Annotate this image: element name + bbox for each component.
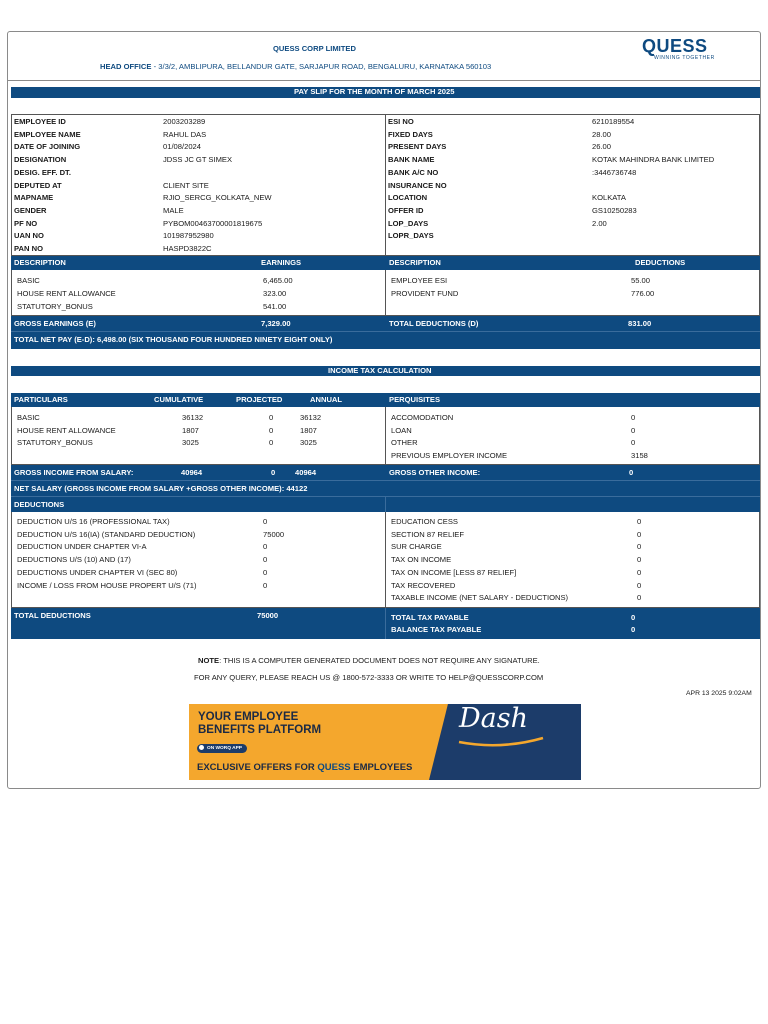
employee-field-value: RAHUL DAS [163,129,207,139]
perquisite-value: 3158 [631,450,648,460]
slip-title: PAY SLIP FOR THE MONTH OF MARCH 2025 [294,87,455,96]
banner-headline [198,711,321,737]
deduction-label: EMPLOYEE ESI [391,276,448,285]
employee-field-value: 2.00 [592,218,607,228]
particular-projected: 0 [269,425,274,435]
head-office-address: HEAD OFFICE - 3/3/2, AMBLIPURA, BELLANDUR GATE, SARJAPUR ROAD, BENGALURU, KARNATAKA 560103 [100,62,492,71]
particular-cumulative: 36132 [182,413,204,422]
total-tax-payable-label: TOTAL TAX PAYABLE [391,613,469,622]
employee-field-label: LOPR_DAYS [388,231,434,241]
tax-deduction-value: 0 [263,542,268,552]
earnings-header-band [11,256,760,270]
particular-annual: 36132 [300,413,322,422]
note-line: NOTE: THIS IS A COMPUTER GENERATED DOCUMENT DOES NOT REQUIRE ANY SIGNATURE. [198,656,540,665]
employee-field-label: DATE OF JOINING [14,142,81,152]
earning-value: 6,465.00 [263,276,293,285]
total-tax-deductions-value: 75000 [257,611,279,620]
header-divider [7,80,761,81]
total-tax-payable-value: 0 [631,613,636,622]
gross-income-label: GROSS INCOME FROM SALARY: [14,468,134,477]
total-deductions-value: 831.00 [628,319,652,328]
net-salary: NET SALARY (GROSS INCOME FROM SALARY +GROSS OTHER INCOME): 44122 [14,484,308,493]
tax-deduction-value: 0 [263,555,268,565]
tax-deduction-label: DEDUCTIONS U/S (10) AND (17) [17,555,131,565]
cumulative-header: CUMULATIVE [154,395,204,404]
tax-deduction-label: DEDUCTION UNDER CHAPTER VI-A [17,542,147,552]
slip-title-band [11,87,760,98]
total-deductions-label: TOTAL DEDUCTIONS (D) [389,319,479,328]
gross-band-divider-1 [11,480,760,481]
particular-projected: 0 [269,413,274,422]
employee-field-value: KOLKATA [592,193,626,203]
employee-field-label: GENDER [14,205,47,215]
particulars-header-band [11,393,760,407]
query-line: FOR ANY QUERY, PLEASE REACH US @ 1800-572-3333 OR WRITE TO HELP@QUESSCORP.COM [194,673,544,682]
deductions-title-divider [385,496,386,512]
tax-deduction-value: 0 [263,567,268,577]
banner-line-2: BENEFITS PLATFORM [198,724,322,736]
earnings-divider [385,270,386,316]
deduction-value: 776.00 [631,288,655,298]
gross-earnings-value: 7,329.00 [261,319,291,328]
quess-logo: QUESS WINNING TOGETHER [642,36,715,61]
particulars-header: PARTICULARS [14,395,68,404]
employee-field-value: MALE [163,205,184,215]
earning-label: BASIC [17,276,40,285]
tax-deduction-value: 75000 [263,529,285,539]
perquisite-value: 0 [631,425,636,435]
total-net-pay: TOTAL NET PAY (E-D): 6,498.00 (SIX THOUSAND FOUR HUNDRED NINETY EIGHT ONLY) [14,335,333,344]
employee-field-label: PAN NO [14,244,43,253]
dash-promo-banner[interactable] [189,704,581,780]
earning-label: HOUSE RENT ALLOWANCE [17,288,116,298]
totals-band [11,316,760,349]
employee-field-value: 01/08/2024 [163,142,202,152]
annual-header: ANNUAL [310,395,343,404]
employee-field-label: PF NO [14,218,38,228]
employee-field-label: OFFER ID [388,205,424,215]
employee-field-label: DEPUTED AT [14,180,62,190]
perquisite-label: OTHER [391,438,418,448]
tax-item-value: 0 [637,542,642,552]
employee-field-value: GS10250283 [592,205,637,215]
employee-field-label: EMPLOYEE ID [14,117,66,126]
tax-deduction-label: DEDUCTIONS UNDER CHAPTER VI (SEC 80) [17,567,178,577]
particular-label: STATUTORY_BONUS [17,438,93,448]
balance-tax-payable-value: 0 [631,625,636,634]
employee-field-label: MAPNAME [14,193,54,203]
tax-deduction-label: INCOME / LOSS FROM HOUSE PROPERT U/S (71) [17,580,197,590]
perquisites-header: PERQUISITES [389,395,441,404]
tax-item-label: TAX ON INCOME [391,555,452,565]
total-tax-deductions-label: TOTAL DEDUCTIONS [14,611,91,620]
banner-offer-line: EXCLUSIVE OFFERS FOR QUESS EMPLOYEES [197,762,413,773]
deduction-value: 55.00 [631,276,651,285]
employee-field-label: FIXED DAYS [388,129,433,139]
particulars-divider [385,407,386,465]
deductions-title: DEDUCTIONS [14,500,65,509]
tax-totals-band [11,608,760,639]
deductions-header: DEDUCTIONS [635,258,686,267]
employee-field-value: CLIENT SITE [163,180,209,190]
tax-item-label: SECTION 87 RELIEF [391,529,465,539]
tax-deductions-divider [385,512,386,608]
particular-projected: 0 [269,438,274,448]
particular-annual: 3025 [300,438,317,448]
tax-deduction-value: 0 [263,517,268,526]
gross-income-projected: 0 [271,468,276,477]
tax-deduction-value: 0 [263,580,268,590]
earnings-header: EARNINGS [261,258,302,267]
gross-income-band [11,465,760,512]
perquisite-label: ACCOMODATION [391,413,454,422]
tax-item-label: TAX RECOVERED [391,580,456,590]
employee-field-value: 26.00 [592,142,612,152]
worq-app-badge: ON WORQ APP [197,744,247,753]
employee-field-label: ESI NO [388,117,414,126]
employee-field-value: 2003203289 [163,117,206,126]
gross-income-cumulative: 40964 [181,468,203,477]
gross-income-annual: 40964 [295,468,317,477]
particular-cumulative: 3025 [182,438,199,448]
employee-field-label: PRESENT DAYS [388,142,447,152]
tax-item-value: 0 [637,555,642,565]
earning-label: STATUTORY_BONUS [17,301,93,311]
tax-item-label: SUR CHARGE [391,542,442,552]
employee-field-label: UAN NO [14,231,44,241]
earning-value: 323.00 [263,288,287,298]
particular-cumulative: 1807 [182,425,199,435]
employee-field-label: DESIGNATION [14,155,67,165]
gross-earnings-label: GROSS EARNINGS (E) [14,319,96,328]
income-tax-band [11,366,760,376]
tax-totals-divider [385,608,386,639]
banner-line-1: YOUR EMPLOYEE [198,711,299,723]
generated-timestamp: APR 13 2025 9:02AM [686,690,752,697]
deduction-label: PROVIDENT FUND [391,288,459,298]
employee-field-label: LOP_DAYS [388,218,429,228]
particular-label: HOUSE RENT ALLOWANCE [17,425,116,435]
particular-label: BASIC [17,413,40,422]
dash-brand-logo: Dash [459,704,528,734]
tax-item-value: 0 [637,529,642,539]
tax-item-value: 0 [637,517,642,526]
deductions-description-header: DESCRIPTION [389,258,441,267]
employee-field-value: JDSS JC GT SIMEX [163,155,233,165]
dash-swoosh-icon [457,734,545,748]
tax-item-value: 0 [637,567,642,577]
tax-deduction-label: DEDUCTION U/S 16(IA) (STANDARD DEDUCTION) [17,529,196,539]
balance-tax-payable-label: BALANCE TAX PAYABLE [391,625,482,634]
company-name: QUESS CORP LIMITED [273,44,356,53]
perquisite-label: PREVIOUS EMPLOYER INCOME [391,450,508,460]
employee-field-value: 6210189554 [592,117,635,126]
employee-field-label: LOCATION [388,193,428,203]
employee-field-label: BANK A/C NO [388,167,439,177]
employee-field-value: HASPD3822C [163,244,212,253]
totals-inner-divider [11,331,760,332]
gross-other-value: 0 [629,468,634,477]
tax-deduction-label: DEDUCTION U/S 16 (PROFESSIONAL TAX) [17,517,170,526]
employee-field-label: EMPLOYEE NAME [14,129,81,139]
gross-other-label: GROSS OTHER INCOME: [389,468,481,477]
tax-item-value: 0 [637,593,642,603]
tax-item-label: TAX ON INCOME [LESS 87 RELIEF] [391,567,517,577]
tax-item-value: 0 [637,580,642,590]
employee-field-label: BANK NAME [388,155,435,165]
worq-icon [199,745,204,750]
employee-field-value: KOTAK MAHINDRA BANK LIMITED [592,155,715,165]
employee-info-divider [385,114,386,256]
tax-item-label: TAXABLE INCOME (NET SALARY - DEDUCTIONS) [391,593,569,603]
employee-field-value: RJIO_SERCG_KOLKATA_NEW [163,193,272,203]
income-tax-title: INCOME TAX CALCULATION [328,366,432,375]
employee-field-value: 101987952980 [163,231,214,241]
employee-field-label: DESIG. EFF. DT. [14,167,71,177]
tax-item-label: EDUCATION CESS [391,517,458,526]
perquisite-label: LOAN [391,425,412,435]
employee-field-value: 28.00 [592,129,612,139]
perquisite-value: 0 [631,413,636,422]
earning-value: 541.00 [263,301,287,311]
projected-header: PROJECTED [236,395,283,404]
employee-field-value: :3446736748 [592,167,637,177]
employee-field-value: PYBOM00463700001819675 [163,218,263,228]
employee-field-label: INSURANCE NO [388,180,447,190]
earnings-description-header: DESCRIPTION [14,258,66,267]
particular-annual: 1807 [300,425,317,435]
perquisite-value: 0 [631,438,636,448]
